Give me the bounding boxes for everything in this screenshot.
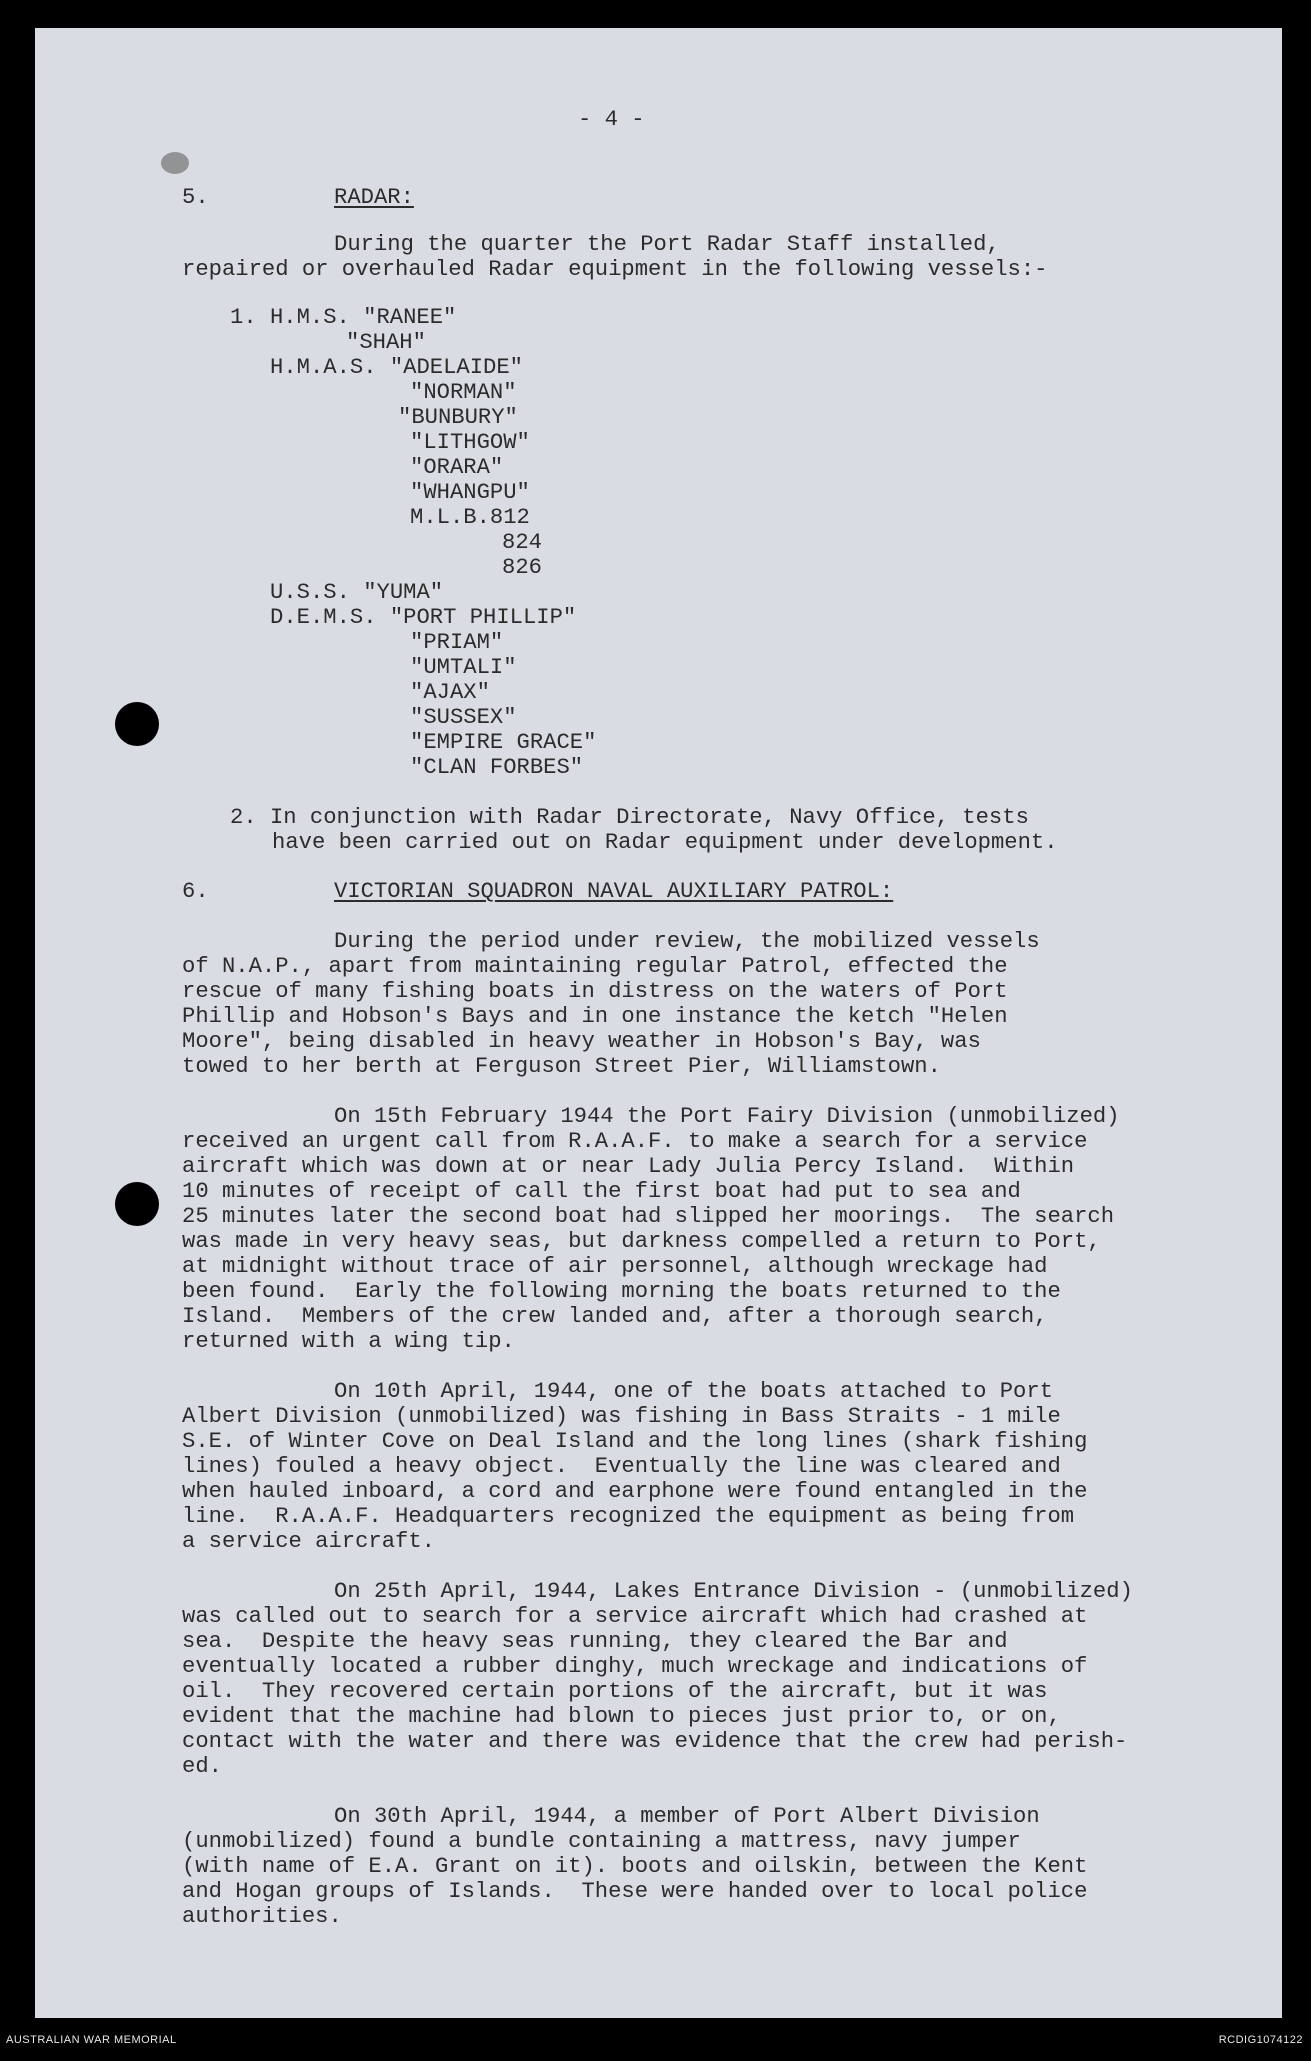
vessel-line: "PRIAM" — [410, 630, 504, 655]
paragraph-line: On 25th April, 1944, Lakes Entrance Division - (unmobilized) — [334, 1579, 1133, 1604]
paragraph-line: aircraft which was down at or near Lady Julia Percy Island. Within — [182, 1154, 1075, 1179]
paragraph-line: was called out to search for a service aircraft which had crashed at — [182, 1604, 1088, 1629]
paragraph-line: S.E. of Winter Cove on Deal Island and the long lines (shark fishing — [182, 1429, 1088, 1454]
paragraph-line: On 10th April, 1944, one of the boats attached to Port — [334, 1379, 1053, 1404]
section-5-intro-line: During the quarter the Port Radar Staff installed, — [334, 232, 1000, 257]
paragraph-line: evident that the machine had blown to pieces just prior to, or on, — [182, 1704, 1061, 1729]
section-5-intro-line: repaired or overhauled Radar equipment in the following vessels:- — [182, 257, 1048, 282]
footer-record-id: RCDIG1074122 — [1218, 2034, 1303, 2046]
vessel-line: 824 — [502, 530, 542, 555]
paragraph-line: ed. — [182, 1754, 222, 1779]
paragraph-line: and Hogan groups of Islands. These were handed over to local police — [182, 1879, 1088, 1904]
paragraph-line: Albert Division (unmobilized) was fishing in Bass Straits - 1 mile — [182, 1404, 1061, 1429]
paragraph-line: towed to her berth at Ferguson Street Pier, Williamstown. — [182, 1054, 941, 1079]
paragraph-line: eventually located a rubber dinghy, much wreckage and indications of — [182, 1654, 1088, 1679]
vessel-line: H.M.A.S. "ADELAIDE" — [270, 355, 523, 380]
vessel-line: "LITHGOW" — [410, 430, 530, 455]
paragraph-line: Moore", being disabled in heavy weather in Hobson's Bay, was — [182, 1029, 981, 1054]
paragraph-line: oil. They recovered certain portions of the aircraft, but it was — [182, 1679, 1048, 1704]
paragraph-line: received an urgent call from R.A.A.F. to make a search for a service — [182, 1129, 1088, 1154]
vessel-line: "ORARA" — [410, 455, 504, 480]
vessel-line: "WHANGPU" — [410, 480, 530, 505]
page-number: - 4 - — [578, 107, 645, 132]
section-6-number: 6. — [182, 879, 209, 904]
vessel-line: U.S.S. "YUMA" — [270, 580, 444, 605]
paragraph-line: (unmobilized) found a bundle containing a mattress, navy jumper — [182, 1829, 1021, 1854]
footer-archive-name: AUSTRALIAN WAR MEMORIAL — [6, 2034, 177, 2046]
paragraph-line: at midnight without trace of air personnel, although wreckage had — [182, 1254, 1048, 1279]
paragraph-line: Phillip and Hobson's Bays and in one instance the ketch "Helen — [182, 1004, 1008, 1029]
paragraph-line: when hauled inboard, a cord and earphone were found entangled in the — [182, 1479, 1088, 1504]
paragraph-line: 25 minutes later the second boat had slipped her moorings. The search — [182, 1204, 1115, 1229]
vessel-line: "CLAN FORBES" — [410, 755, 584, 780]
section-5-number: 5. — [182, 185, 209, 210]
paragraph-line: 10 minutes of receipt of call the first boat had put to sea and — [182, 1179, 1021, 1204]
paragraph-line: of N.A.P., apart from maintaining regular Patrol, effected the — [182, 954, 1008, 979]
paragraph-line: sea. Despite the heavy seas running, they cleared the Bar and — [182, 1629, 1008, 1654]
paragraph-line: On 30th April, 1944, a member of Port Albert Division — [334, 1804, 1040, 1829]
paragraph-line: rescue of many fishing boats in distress on the waters of Port — [182, 979, 1008, 1004]
paragraph-line: a service aircraft. — [182, 1529, 435, 1554]
section-5-item-2-line: have been carried out on Radar equipment under development. — [272, 830, 1058, 855]
paragraph-line: line. R.A.A.F. Headquarters recognized the equipment as being from — [182, 1504, 1075, 1529]
vessel-line: M.L.B.812 — [410, 505, 530, 530]
vessel-line: "UMTALI" — [410, 655, 517, 680]
paper-stain — [161, 152, 189, 174]
vessel-line: 826 — [502, 555, 542, 580]
punch-hole — [115, 1182, 159, 1226]
vessel-line: 1. H.M.S. "RANEE" — [230, 305, 457, 330]
vessel-line: D.E.M.S. "PORT PHILLIP" — [270, 605, 577, 630]
paragraph-line: returned with a wing tip. — [182, 1329, 515, 1354]
punch-hole — [115, 702, 159, 746]
section-5-item-2-line: 2. In conjunction with Radar Directorate, Navy Office, tests — [230, 805, 1029, 830]
vessel-line: "BUNBURY" — [398, 405, 518, 430]
paragraph-line: Island. Members of the crew landed and, after a thorough search, — [182, 1304, 1048, 1329]
paragraph-line: (with name of E.A. Grant on it). boots and oilskin, between the Kent — [182, 1854, 1088, 1879]
paragraph-line: authorities. — [182, 1904, 342, 1929]
paragraph-line: During the period under review, the mobilized vessels — [334, 929, 1040, 954]
vessel-line: "SUSSEX" — [410, 705, 517, 730]
vessel-line: "NORMAN" — [410, 380, 517, 405]
vessel-line: "AJAX" — [410, 680, 490, 705]
section-6-heading: VICTORIAN SQUADRON NAVAL AUXILIARY PATROL: — [334, 879, 894, 904]
section-5-heading: RADAR: — [334, 185, 414, 210]
paragraph-line: was made in very heavy seas, but darkness compelled a return to Port, — [182, 1229, 1101, 1254]
vessel-line: "EMPIRE GRACE" — [410, 730, 597, 755]
paragraph-line: contact with the water and there was evidence that the crew had perish- — [182, 1729, 1128, 1754]
paragraph-line: been found. Early the following morning the boats returned to the — [182, 1279, 1061, 1304]
paragraph-line: On 15th February 1944 the Port Fairy Division (unmobilized) — [334, 1104, 1120, 1129]
paragraph-line: lines) fouled a heavy object. Eventually the line was cleared and — [182, 1454, 1061, 1479]
vessel-line: "SHAH" — [346, 330, 426, 355]
